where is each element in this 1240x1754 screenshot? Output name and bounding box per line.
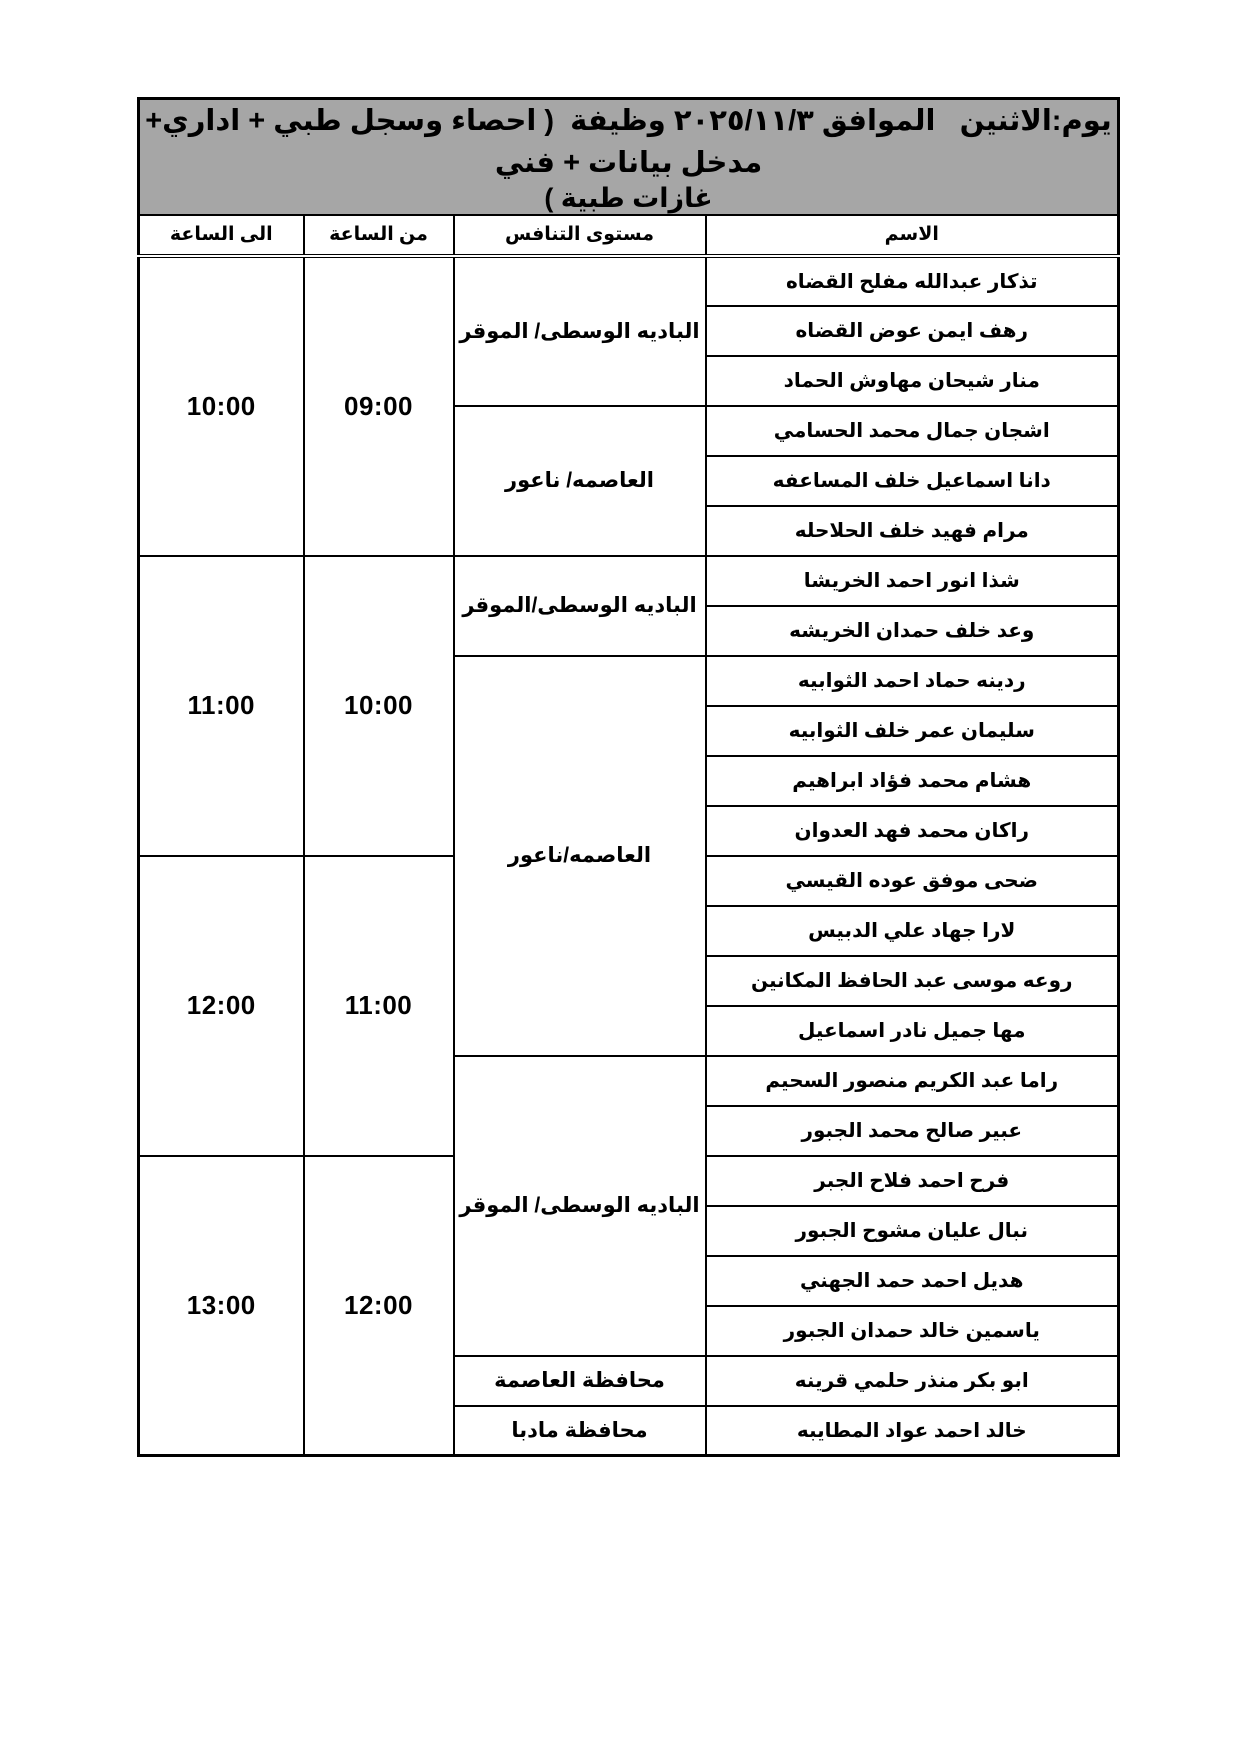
table-row [139, 256, 1119, 306]
time-to-cell: 11:00 [139, 556, 304, 856]
time-to-cell: 13:00 [139, 1156, 304, 1456]
schedule-table [137, 97, 1120, 1457]
name-cell: راكان محمد فهد العدوان [706, 806, 1119, 856]
level-cell: الباديه الوسطى/ الموقر [454, 1056, 706, 1356]
name-cell: نبال عليان مشوح الجبور [706, 1206, 1119, 1256]
name-cell: خالد احمد عواد المطايبه [706, 1406, 1119, 1456]
level-cell: محافظة العاصمة [454, 1356, 706, 1406]
level-cell: العاصمه/ناعور [454, 656, 706, 1056]
name-cell: منار شيحان مهاوش الحماد [706, 356, 1119, 406]
col-header-level: مستوى التنافس [454, 215, 706, 256]
time-to-cell: 10:00 [139, 256, 304, 556]
level-cell: العاصمه/ ناعور [454, 406, 706, 556]
level-cell: الباديه الوسطى/الموقر [454, 556, 706, 656]
name-cell: سليمان عمر خلف الثوابيه [706, 706, 1119, 756]
name-cell: ياسمين خالد حمدان الجبور [706, 1306, 1119, 1356]
col-header-name: الاسم [706, 215, 1119, 256]
name-cell: راما عبد الكريم منصور السحيم [706, 1056, 1119, 1106]
name-cell: ردينه حماد احمد الثوابيه [706, 656, 1119, 706]
time-from-cell: 09:00 [304, 256, 454, 556]
name-cell: شذا انور احمد الخريشا [706, 556, 1119, 606]
time-to-cell: 12:00 [139, 856, 304, 1156]
name-cell: عبير صالح محمد الجبور [706, 1106, 1119, 1156]
table-row [139, 556, 1119, 606]
name-cell: اشجان جمال محمد الحسامي [706, 406, 1119, 456]
col-header-from: من الساعة [304, 215, 454, 256]
name-cell: روعه موسى عبد الحافظ المكانين [706, 956, 1119, 1006]
time-from-cell: 11:00 [304, 856, 454, 1156]
name-cell: لارا جهاد علي الدبيس [706, 906, 1119, 956]
name-cell: هشام محمد فؤاد ابراهيم [706, 756, 1119, 806]
name-cell: دانا اسماعيل خلف المساعفه [706, 456, 1119, 506]
name-cell: ابو بكر منذر حلمي قرينه [706, 1356, 1119, 1406]
header-banner [139, 99, 1119, 215]
name-cell: هديل احمد حمد الجهني [706, 1256, 1119, 1306]
level-cell: محافظة مادبا [454, 1406, 706, 1456]
col-header-to: الى الساعة [139, 215, 304, 256]
time-from-cell: 12:00 [304, 1156, 454, 1456]
header-banner-row [139, 99, 1119, 215]
time-from-cell: 10:00 [304, 556, 454, 856]
header-title-line2: غازات طبية ) [544, 183, 713, 214]
header-title-line1: يوم:الاثنين الموافق ٢٠٢٥/١١/٣ وظيفة ( احصاء وسجل طبي + اداري+ مدخل بيانات + فني [137, 105, 1112, 180]
name-cell: مرام فهيد خلف الحلاحله [706, 506, 1119, 556]
name-cell: رهف ايمن عوض القضاه [706, 306, 1119, 356]
name-cell: فرح احمد فلاح الجبر [706, 1156, 1119, 1206]
level-cell: الباديه الوسطى/ الموقر [454, 256, 706, 406]
name-cell: تذكار عبدالله مفلح القضاه [706, 256, 1119, 306]
name-cell: ضحى موفق عوده القيسي [706, 856, 1119, 906]
name-cell: مها جميل نادر اسماعيل [706, 1006, 1119, 1056]
name-cell: وعد خلف حمدان الخريشه [706, 606, 1119, 656]
column-header-row [139, 215, 1119, 256]
